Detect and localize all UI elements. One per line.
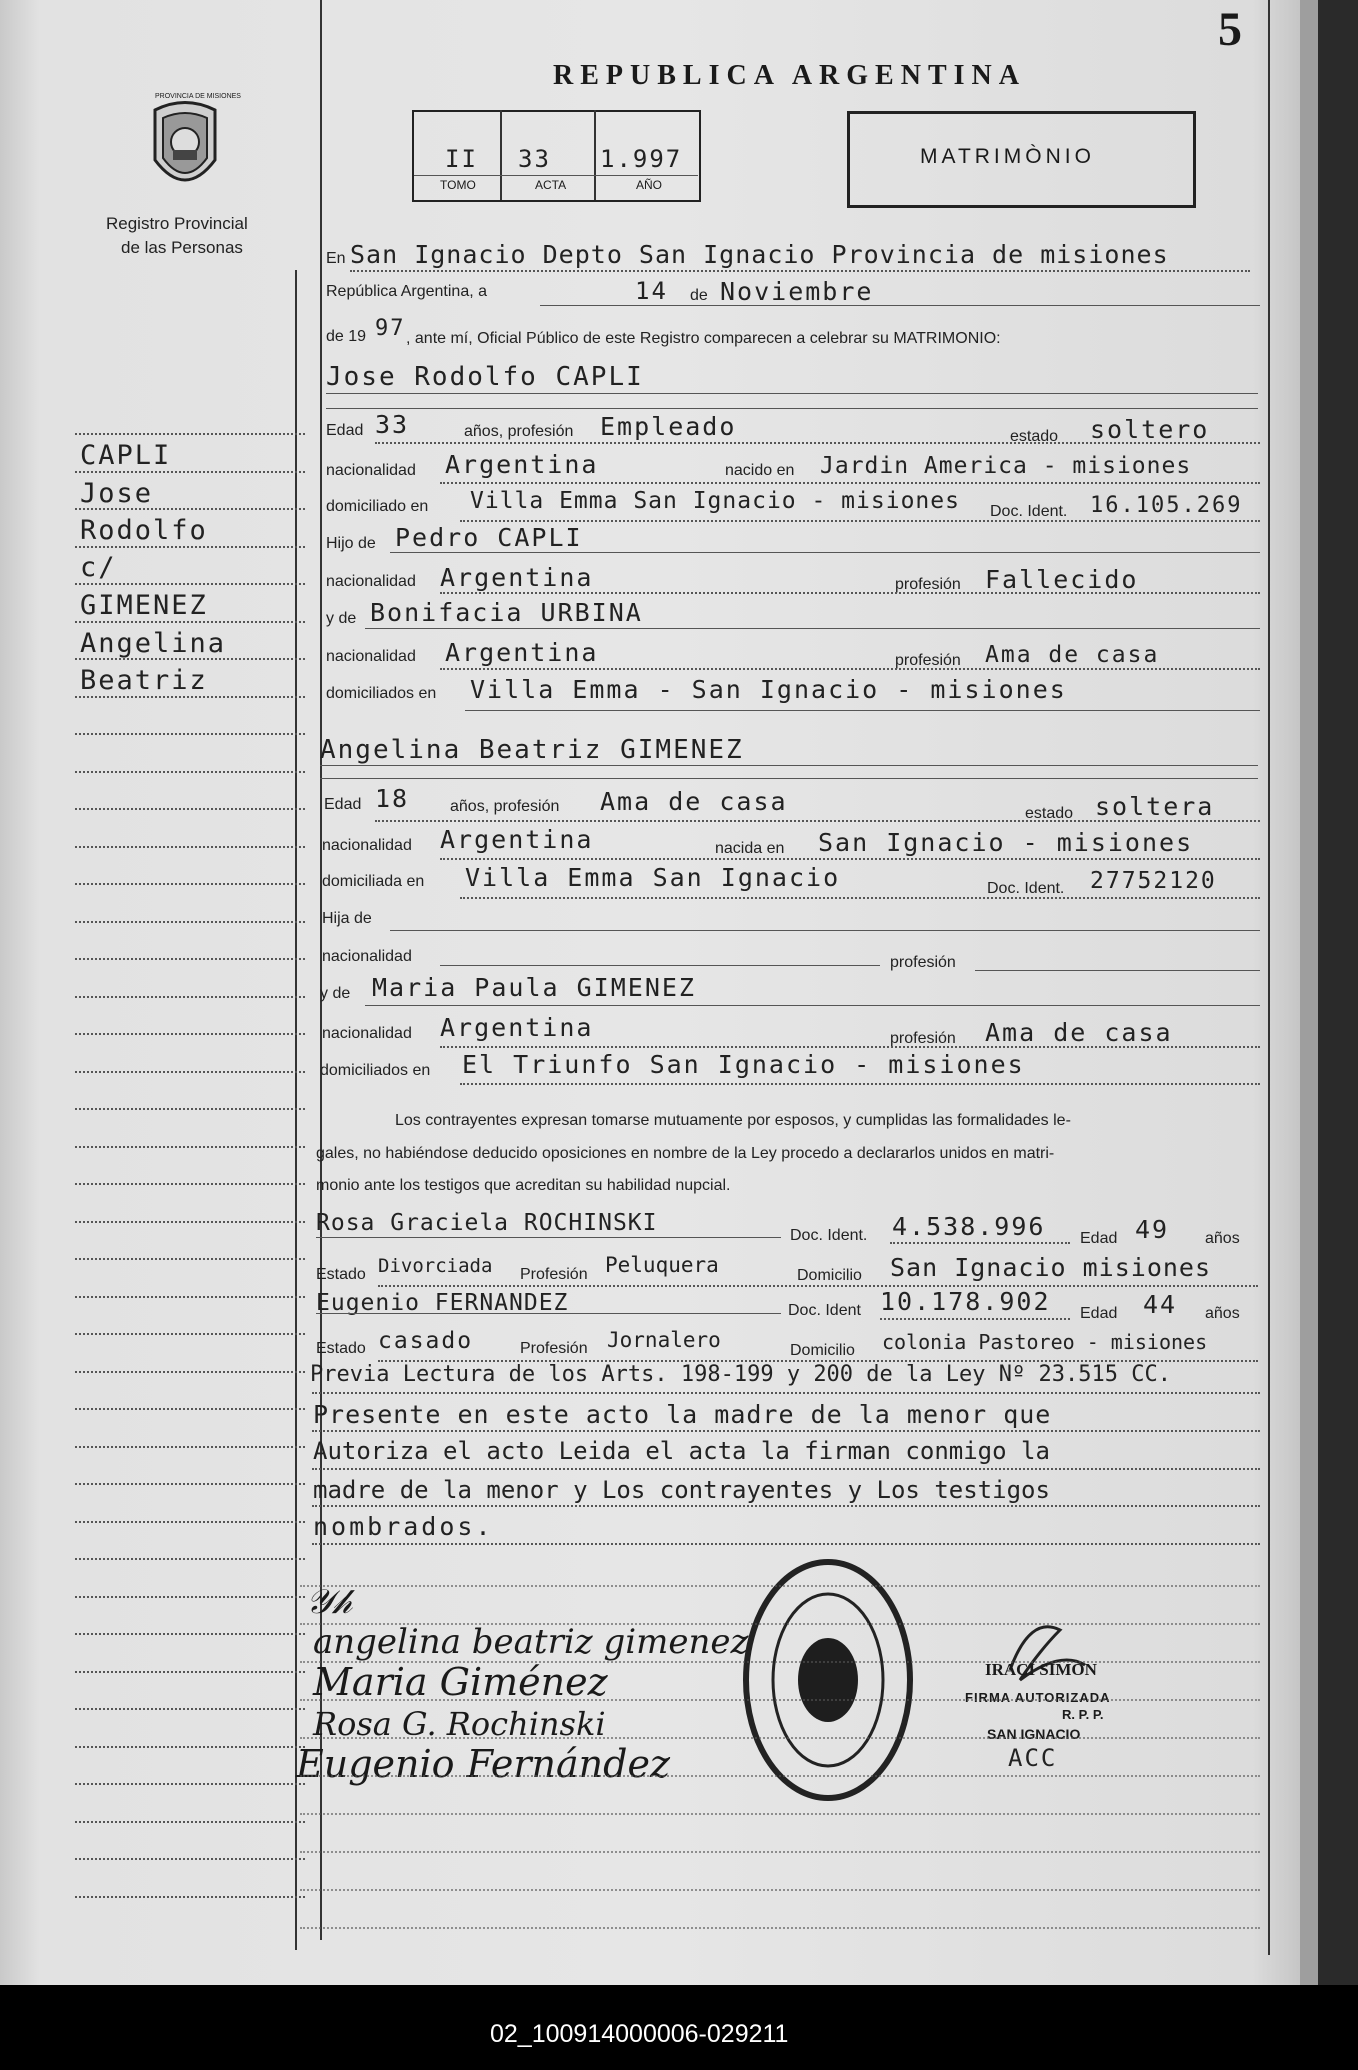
formal-text-1: Los contrayentes expresan tomarse mutuamente por esposos, y cumplidas las formalidades le- <box>395 1112 1071 1129</box>
intro-de19: de 19 <box>326 328 367 345</box>
official-name: IRACI SIMON <box>985 1660 1097 1679</box>
doc-type-title: MATRIMÒNIO <box>920 145 1095 168</box>
seal-text: PROVINCIA DE MISIONES <box>155 93 241 100</box>
official-role-2: R. P. P. <box>1062 1707 1104 1722</box>
official-stamp-icon <box>740 1555 915 1805</box>
groom-anos-prof: años, profesión <box>464 423 574 440</box>
margin-dotted-line <box>75 1708 305 1710</box>
formal-text-2: gales, no habiéndose deducido oposiciones en nombre de la Ley procedo a declararlos unidos en matri- <box>316 1145 1055 1162</box>
groom-madre-nac-line <box>440 668 1260 670</box>
form-right-rule <box>1268 0 1270 1955</box>
signature-dotted-line <box>300 1889 1260 1891</box>
groom-padres-dom: Villa Emma - San Ignacio - misiones <box>470 675 1067 704</box>
bride-padre-prof-line <box>975 970 1260 971</box>
margin-dotted-line <box>75 1296 305 1298</box>
signature-dotted-line <box>300 1851 1260 1853</box>
groom-name: Jose Rodolfo CAPLI <box>326 362 644 392</box>
bride-name: Angelina Beatriz GIMENEZ <box>320 735 744 765</box>
record-box-divider-2 <box>594 110 596 200</box>
bride-madre: Maria Paula GIMENEZ <box>372 973 696 1002</box>
groom-madre-nac-label: nacionalidad <box>326 648 416 665</box>
margin-dotted-line <box>75 433 305 435</box>
margin-dotted-line <box>75 1596 305 1598</box>
witness2-doc: 10.178.902 <box>880 1287 1051 1316</box>
intro-month: Noviembre <box>720 277 874 306</box>
bride-name-line-2 <box>320 778 1258 779</box>
margin-dotted-line <box>75 1108 305 1110</box>
groom-edad-label: Edad <box>326 422 364 439</box>
groom-dom-line <box>460 520 1260 522</box>
groom-padre: Pedro CAPLI <box>395 523 583 552</box>
intro-ante: , ante mí, Oficial Público de este Registro comparecen a celebrar su MATRIMONIO: <box>406 330 1001 347</box>
groom-madre-prof-label: profesión <box>895 652 961 669</box>
tomo-value: II <box>445 145 478 173</box>
note-line-1: Previa Lectura de los Arts. 198-199 y 200 de la Ley Nº 23.515 CC. <box>310 1362 1171 1387</box>
bride-hija-label: Hija de <box>322 910 372 927</box>
bride-madre-nac: Argentina <box>440 1013 594 1042</box>
margin-dotted-line <box>75 1033 305 1035</box>
witness1-profesion: Peluquera <box>605 1253 719 1277</box>
groom-doms-label: domiciliados en <box>326 685 437 702</box>
margin-dotted-line <box>75 846 305 848</box>
bride-nacida-label: nacida en <box>715 840 785 857</box>
bride-doms-label: domiciliados en <box>320 1062 431 1079</box>
signature-dotted-line <box>300 1813 1260 1815</box>
record-box-divider-1 <box>500 110 502 200</box>
groom-nacionalidad: Argentina <box>445 450 599 479</box>
intro-rep-arg: República Argentina, a <box>326 283 487 300</box>
margin-dotted-line <box>75 471 305 473</box>
witness2-name-line <box>316 1313 781 1314</box>
margin-dotted-line <box>75 1183 305 1185</box>
record-box-underline <box>414 175 698 176</box>
margin-dotted-line <box>75 883 305 885</box>
margin-dotted-line <box>75 546 305 548</box>
note-line-4: madre de la menor y Los contrayentes y Los testigos <box>313 1476 1050 1504</box>
groom-madre: Bonifacia URBINA <box>370 598 643 627</box>
witness1-edad: 49 <box>1135 1215 1170 1244</box>
bride-edad-line <box>375 820 1260 822</box>
bride-doc-label: Doc. Ident. <box>987 880 1065 897</box>
bride-padres-dom: El Triunfo San Ignacio - misiones <box>462 1050 1025 1079</box>
country-title: REPUBLICA ARGENTINA <box>553 60 1026 91</box>
registry-line-2: de las Personas <box>121 238 243 257</box>
margin-dotted-line <box>75 508 305 510</box>
margin-dotted-line <box>75 1071 305 1073</box>
signature-dotted-line <box>300 1661 1260 1663</box>
intro-de: de <box>690 287 708 304</box>
margin-name-7: Beatriz <box>80 665 208 696</box>
acta-value: 33 <box>518 145 551 173</box>
margin-dotted-line <box>75 583 305 585</box>
margin-dotted-line <box>75 1671 305 1673</box>
groom-edad: 33 <box>375 410 410 439</box>
notes-dotted-line <box>312 1543 1260 1545</box>
margin-name-4: c/ <box>80 552 117 583</box>
witness2-domicilio: colonia Pastoreo - misiones <box>882 1330 1208 1354</box>
bride-nac-label: nacionalidad <box>322 837 412 854</box>
bride-nac-line <box>440 858 1260 860</box>
bride-profesion: Ama de casa <box>600 787 788 816</box>
margin-name-5: GIMENEZ <box>80 590 208 621</box>
groom-padres-dom-line <box>465 710 1260 711</box>
margin-dotted-line <box>75 658 305 660</box>
witness1-name: Rosa Graciela ROCHINSKI <box>316 1210 658 1236</box>
groom-madre-line <box>365 628 1260 629</box>
signature-mother: Maria Giménez <box>313 1660 608 1704</box>
signature-mark: 𝒴𝒽 <box>306 1582 353 1622</box>
bride-edad: 18 <box>375 784 410 813</box>
bride-estado-label: estado <box>1025 805 1074 822</box>
notes-dotted-line <box>312 1505 1260 1507</box>
intro-place-line <box>350 270 1250 272</box>
groom-padre-prof-label: profesión <box>895 576 961 593</box>
notes-dotted-line <box>312 1468 1260 1470</box>
margin-dotted-line <box>75 921 305 923</box>
signature-dotted-line <box>300 1585 1260 1587</box>
bride-madre-prof: Ama de casa <box>985 1018 1173 1047</box>
groom-nac-label: nacionalidad <box>326 462 416 479</box>
margin-dotted-line <box>75 771 305 773</box>
intro-place: San Ignacio Depto San Ignacio Provincia de misiones <box>350 240 1169 269</box>
signature-dotted-line <box>300 1927 1260 1929</box>
ano-label: AÑO <box>636 178 663 192</box>
signature-witness2: Eugenio Fernández <box>296 1742 670 1786</box>
registry-line-1: Registro Provincial <box>106 214 248 233</box>
groom-yde: y de <box>326 610 357 627</box>
signature-bride: angelina beatriz gimenez <box>313 1622 749 1662</box>
witness1-estado: Divorciada <box>378 1255 493 1277</box>
bride-edad-label: Edad <box>324 796 362 813</box>
bride-nacionalidad: Argentina <box>440 825 594 854</box>
notes-dotted-line <box>312 1392 1260 1394</box>
witness2-anos: años <box>1205 1305 1240 1322</box>
official-role-1: FIRMA AUTORIZADA <box>965 1690 1111 1705</box>
bride-anos-prof: años, profesión <box>450 798 560 815</box>
bride-doc: 27752120 <box>1090 868 1217 894</box>
groom-padre-prof: Fallecido <box>985 565 1139 594</box>
groom-estado-label: estado <box>1010 428 1059 445</box>
margin-dotted-line <box>75 621 305 623</box>
margin-dotted-line <box>75 696 305 698</box>
margin-dotted-line <box>75 996 305 998</box>
groom-doc-label: Doc. Ident. <box>990 503 1068 520</box>
official-initials: ACC <box>1008 1744 1058 1772</box>
groom-domicilio: Villa Emma San Ignacio - misiones <box>470 488 960 514</box>
bride-padre-nac-line <box>440 965 880 966</box>
ano-value: 1.997 <box>600 145 683 173</box>
groom-nac-line <box>440 482 1260 484</box>
bride-hija-line <box>390 930 1260 931</box>
bride-madre-prof-label: profesión <box>890 1030 956 1047</box>
groom-profesion: Empleado <box>600 412 737 441</box>
signature-dotted-line <box>300 1623 1260 1625</box>
groom-name-line <box>326 393 1258 394</box>
witness1-doc-label: Doc. Ident. <box>790 1227 868 1244</box>
bride-name-line <box>320 765 1258 766</box>
witness1-name-line <box>316 1237 781 1238</box>
bride-estado: soltera <box>1095 792 1215 821</box>
witness2-estado: casado <box>378 1328 474 1354</box>
groom-padre-nac-label: nacionalidad <box>326 573 416 590</box>
witness1-estado-line <box>378 1285 1258 1287</box>
witness1-prof-label: Profesión <box>520 1266 588 1283</box>
formal-text-3: monio ante los testigos que acreditan su habilidad nupcial. <box>316 1177 731 1194</box>
notes-dotted-line <box>312 1430 1260 1432</box>
groom-dom-label: domiciliado en <box>326 498 429 515</box>
witness1-estado-label: Estado <box>316 1266 366 1283</box>
registry-seal-icon <box>145 100 225 200</box>
groom-nacido-label: nacido en <box>725 462 795 479</box>
bride-madre-line <box>365 1005 1260 1006</box>
witness2-prof-label: Profesión <box>520 1340 588 1357</box>
bride-yde: y de <box>320 985 351 1002</box>
note-line-3: Autoriza el acto Leida el acta la firman conmigo la <box>313 1437 1050 1465</box>
margin-dotted-line <box>75 1258 305 1260</box>
witness2-doc-label: Doc. Ident <box>788 1302 861 1319</box>
footer-id: 02_100914000006-029211 <box>490 2020 789 2048</box>
witness2-edad: 44 <box>1143 1290 1178 1319</box>
bride-madre-nac-label: nacionalidad <box>322 1025 412 1042</box>
note-line-2: Presente en este acto la madre de la menor que <box>313 1400 1052 1429</box>
margin-dotted-line <box>75 808 305 810</box>
margin-dotted-line <box>75 1858 305 1860</box>
margin-dotted-line <box>75 1146 305 1148</box>
bride-padres-dom-line <box>460 1083 1260 1085</box>
witness2-profesion: Jornalero <box>607 1328 721 1352</box>
margin-dotted-line <box>75 1221 305 1223</box>
witness1-doc: 4.538.996 <box>892 1212 1046 1241</box>
groom-nacido-en: Jardin America - misiones <box>820 453 1192 479</box>
margin-dotted-line <box>75 958 305 960</box>
margin-dotted-line <box>75 1521 305 1523</box>
signature-witness1: Rosa G. Rochinski <box>313 1705 606 1743</box>
scan-edge <box>1318 0 1358 1985</box>
witness1-dom-label: Domicilio <box>797 1267 862 1284</box>
margin-dotted-line <box>75 1371 305 1373</box>
groom-madre-prof: Ama de casa <box>985 642 1160 668</box>
groom-madre-nac: Argentina <box>445 638 599 667</box>
intro-day: 14 <box>635 277 668 305</box>
witness1-doc-line <box>890 1242 1070 1244</box>
groom-estado: soltero <box>1090 415 1210 444</box>
groom-padre-nac-line <box>440 592 1260 594</box>
witness2-estado-label: Estado <box>316 1340 366 1357</box>
bride-madre-nac-line <box>440 1046 1260 1048</box>
bride-domicilio: Villa Emma San Ignacio <box>465 863 841 892</box>
margin-dotted-line <box>75 1633 305 1635</box>
signature-dotted-line <box>300 1737 1260 1739</box>
groom-name-line-2 <box>326 408 1258 409</box>
groom-hijo-label: Hijo de <box>326 535 376 552</box>
margin-name-6: Angelina <box>80 628 227 659</box>
groom-padre-nac: Argentina <box>440 563 594 592</box>
official-place: SAN IGNACIO <box>987 1726 1081 1742</box>
witness2-dom-label: Domicilio <box>790 1342 855 1359</box>
witness1-edad-label: Edad <box>1080 1230 1118 1247</box>
groom-doc: 16.105.269 <box>1090 493 1243 518</box>
witness2-doc-line <box>880 1318 1070 1320</box>
bride-nacida-en: San Ignacio - misiones <box>818 828 1194 857</box>
margin-dotted-line <box>75 1783 305 1785</box>
note-line-5: nombrados. <box>313 1512 494 1541</box>
margin-dotted-line <box>75 1446 305 1448</box>
page-number: 5 <box>1218 3 1242 56</box>
margin-dotted-line <box>75 1483 305 1485</box>
intro-date-line <box>540 305 1260 306</box>
margin-name-3: Rodolfo <box>80 515 208 546</box>
bride-padre-prof-label: profesión <box>890 954 956 971</box>
margin-dotted-line <box>75 1558 305 1560</box>
witness1-domicilio: San Ignacio misiones <box>890 1253 1212 1282</box>
signature-dotted-line <box>300 1775 1260 1777</box>
margin-dotted-line <box>75 1896 305 1898</box>
bride-dom-line <box>460 897 1260 899</box>
margin-dotted-line <box>75 1746 305 1748</box>
margin-dotted-line <box>75 733 305 735</box>
tomo-label: TOMO <box>440 178 476 192</box>
witness2-edad-label: Edad <box>1080 1305 1118 1322</box>
bride-padre-nac-label: nacionalidad <box>322 948 412 965</box>
signature-dotted-line <box>300 1699 1260 1701</box>
acta-label: ACTA <box>535 178 567 192</box>
intro-year: 97 <box>375 316 406 341</box>
witness2-name: Eugenio FERNANDEZ <box>316 1290 569 1316</box>
margin-name-1: CAPLI <box>80 440 172 471</box>
margin-dotted-line <box>75 1333 305 1335</box>
bride-dom-label: domiciliada en <box>322 873 425 890</box>
groom-padre-line <box>390 552 1260 553</box>
margin-name-2: Jose <box>80 478 154 509</box>
margin-dotted-line <box>75 1408 305 1410</box>
form-left-rule <box>295 270 297 1950</box>
intro-en: En <box>326 250 346 267</box>
margin-dotted-line <box>75 1821 305 1823</box>
groom-edad-line <box>375 442 1260 444</box>
witness1-anos: años <box>1205 1230 1240 1247</box>
